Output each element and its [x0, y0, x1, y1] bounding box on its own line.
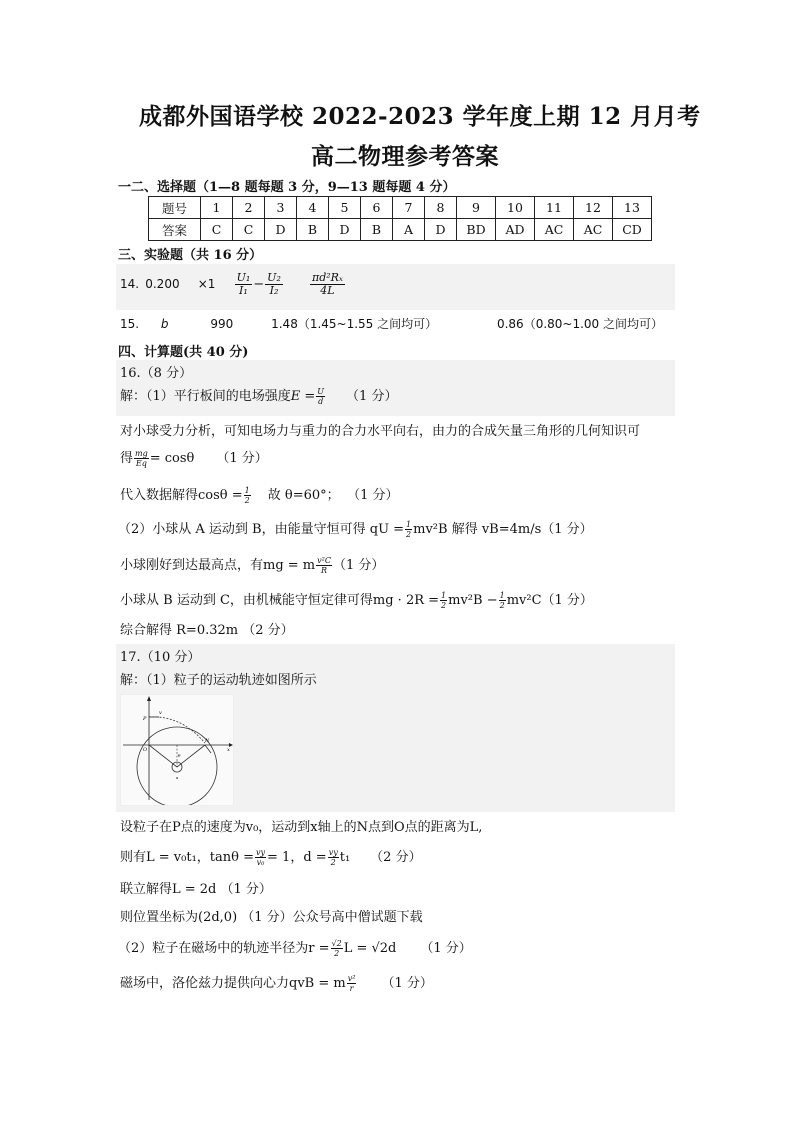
text: （2）粒子在磁场中的轨迹半径为r = — [118, 941, 330, 956]
minus-sign: − — [253, 277, 265, 292]
q16-line8: 综合解得 R=0.32m （2 分） — [120, 623, 294, 638]
text: 故 θ=60°； — [267, 488, 340, 503]
table-cell: D — [425, 219, 457, 241]
table-cell: AC — [574, 219, 613, 241]
q17-line2: 设粒子在P点的速度为v₀，运动到x轴上的N点到O点的距离为L, — [120, 820, 483, 835]
q17-head: 17.（10 分） — [120, 650, 201, 665]
text: mv²B − — [448, 593, 498, 608]
radius-line — [149, 745, 177, 767]
text: mv²B 解得 vB=4m/s（1 分） — [413, 522, 593, 537]
text: 小球刚好到达最高点，有mg = m — [120, 558, 316, 573]
text: 代入数据解得cosθ = — [120, 488, 243, 503]
fraction — [405, 520, 412, 539]
table-row — [149, 219, 652, 241]
frac-denominator: I₁ — [239, 284, 248, 297]
frac-numerator: mg — [135, 449, 148, 458]
q16-line1 — [120, 385, 397, 406]
fraction — [134, 449, 149, 468]
frac-denominator: 2 — [441, 601, 447, 610]
trajectory-diagram — [121, 695, 233, 805]
frac-numerator: πd²Rₓ — [312, 271, 343, 284]
section-multiple-choice: 一二、选择题（1—8 题每题 3 分，9—13 题每题 4 分） — [118, 180, 456, 195]
score: （1 分） — [353, 488, 399, 503]
fraction — [328, 848, 339, 867]
frac-numerator: 1 — [441, 591, 447, 600]
frac-denominator: I₂ — [269, 284, 279, 297]
table-cell: 4 — [297, 197, 329, 219]
frac-denominator: 2 — [406, 530, 412, 539]
frac-numerator: 1 — [244, 486, 250, 495]
text: E = — [290, 389, 316, 404]
q16-line7 — [120, 589, 593, 610]
table-cell: A — [393, 219, 425, 241]
q17-line1: 解：（1）粒子的运动轨迹如图所示 — [120, 673, 317, 688]
q17-line7 — [120, 972, 433, 993]
trajectory-figure — [120, 694, 234, 806]
table-cell: 6 — [361, 197, 393, 219]
frac-denominator: 2 — [334, 949, 340, 958]
frac-denominator: 2 — [499, 601, 505, 610]
fraction — [440, 591, 447, 610]
text: 得 — [120, 451, 134, 466]
label-o: O — [143, 747, 148, 753]
score: （1 分） — [346, 389, 398, 404]
q14-frac1 — [235, 272, 253, 297]
page-subtitle: 高二物理参考答案 — [311, 143, 499, 170]
frac-denominator: R — [321, 566, 328, 575]
table-cell: C — [201, 219, 233, 241]
fraction — [316, 387, 325, 406]
frac-denominator: 2 — [330, 858, 336, 867]
text: 解：（1）平行板间的电场强度 — [120, 389, 291, 404]
velocity-arrow-n — [205, 745, 211, 753]
table-cell: CD — [613, 219, 652, 241]
frac-numerator: 1 — [499, 591, 505, 600]
table-cell: BD — [457, 219, 496, 241]
score: （1 分） — [420, 941, 472, 956]
q16-head: 16.（8 分） — [120, 366, 193, 381]
fraction — [316, 556, 332, 575]
q17-line4: 联立解得L = 2d （1 分） — [120, 882, 272, 897]
text: 则有L = v₀t₁，tanθ = — [120, 850, 254, 865]
q14-frac3 — [310, 272, 345, 297]
text: t₁ — [339, 850, 351, 865]
text: = 1，d = — [267, 850, 327, 865]
table-row-head: 题号 — [149, 197, 201, 219]
text: mv²C（1 分） — [506, 593, 593, 608]
frac-denominator: Eq — [135, 459, 147, 468]
frac-numerator: 1 — [406, 520, 412, 529]
frac-numerator: √2 — [331, 939, 342, 948]
frac-numerator: U₂ — [267, 271, 281, 284]
page-title: 成都外国语学校 2022-2023 学年度上期 12 月月考 — [139, 103, 701, 130]
table-cell: 11 — [535, 197, 574, 219]
fraction — [244, 486, 251, 505]
table-cell: 5 — [329, 197, 361, 219]
table-cell: 3 — [265, 197, 297, 219]
score: （1 分） — [216, 451, 268, 466]
fraction — [255, 848, 266, 867]
score: （2 分） — [370, 850, 422, 865]
q15-value-a: b — [160, 317, 169, 331]
frac-numerator: vy — [255, 848, 266, 857]
table-cell: C — [233, 219, 265, 241]
frac-denominator: d — [318, 397, 324, 406]
frac-denominator: 4L — [320, 284, 335, 297]
table-row-head: 答案 — [149, 219, 201, 241]
y-axis-arrow — [147, 696, 151, 701]
parabola-path — [149, 717, 205, 743]
frac-denominator: r — [349, 984, 354, 993]
label-n: N — [205, 738, 210, 744]
frac-numerator: v² — [347, 974, 356, 983]
table-cell: B — [361, 219, 393, 241]
table-cell: 9 — [457, 197, 496, 219]
table-cell: D — [329, 219, 361, 241]
table-cell: 10 — [496, 197, 535, 219]
section-calculation: 四、计算题(共 40 分) — [118, 345, 249, 360]
q17-line3 — [120, 846, 422, 867]
frac-numerator: U — [317, 387, 325, 396]
table-cell: 13 — [613, 197, 652, 219]
frac-denominator: v₀ — [256, 858, 265, 867]
q14-formula — [234, 271, 288, 297]
q14-number: 14. — [120, 277, 140, 291]
text: （2）小球从 A 运动到 B，由能量守恒可得 qU = — [118, 522, 405, 537]
frac-numerator: v²C — [317, 556, 331, 565]
fraction — [331, 939, 343, 958]
section-experiment: 三、实验题（共 16 分） — [118, 248, 263, 263]
table-cell: B — [297, 219, 329, 241]
fraction — [347, 974, 357, 993]
table-cell: 1 — [201, 197, 233, 219]
label-v: v — [159, 710, 162, 716]
q16-line2: 对小球受力分析，可知电场力与重力的合力水平向右，由力的合成矢量三角形的几何知识可 — [120, 424, 641, 439]
answer-table — [148, 196, 652, 241]
frac-numerator: vy — [328, 848, 338, 857]
table-cell: AD — [496, 219, 535, 241]
q14-frac2 — [265, 272, 283, 297]
label-a: a — [176, 775, 179, 780]
q17-line6 — [118, 937, 472, 958]
table-cell: 8 — [425, 197, 457, 219]
table-cell: D — [265, 219, 297, 241]
score: （1 分） — [381, 976, 433, 991]
q15-number: 15. — [120, 317, 140, 331]
frac-denominator: 2 — [244, 496, 250, 505]
q15-value-b: 990 — [210, 317, 234, 331]
q14-answer — [120, 272, 346, 297]
q14-value2: ×1 — [197, 277, 216, 291]
score: （1 分） — [333, 558, 385, 573]
text: 小球从 B 运动到 C，由机械能守恒定律可得mg · 2R = — [120, 593, 440, 608]
q16-line3 — [120, 447, 268, 468]
frac-numerator: U₁ — [236, 271, 251, 284]
table-cell: 2 — [233, 197, 265, 219]
q14-value1: 0.200 — [145, 277, 180, 291]
text: L = √2d — [343, 941, 397, 956]
label-x: x — [227, 747, 230, 753]
q15-answer — [120, 315, 663, 332]
q15-value-c: 1.48（1.45~1.55 之间均可） — [271, 317, 438, 331]
q16-line5 — [118, 518, 593, 539]
radius-line — [177, 745, 205, 767]
q17-line5: 则位置坐标为(2d,0) （1 分）公众号高中僧试题下载 — [120, 910, 423, 925]
q16-line6 — [120, 554, 384, 575]
q15-value-d: 0.86（0.80~1.00 之间均可） — [496, 317, 663, 331]
text: 磁场中，洛伦兹力提供向心力qvB = m — [120, 976, 346, 991]
q16-line4 — [120, 484, 399, 505]
label-p: P — [143, 716, 147, 722]
text: = cosθ — [149, 451, 195, 466]
table-row — [149, 197, 652, 219]
table-cell: AC — [535, 219, 574, 241]
table-cell: 12 — [574, 197, 613, 219]
fraction — [499, 591, 506, 610]
label-theta: θ — [178, 753, 181, 758]
table-cell: 7 — [393, 197, 425, 219]
